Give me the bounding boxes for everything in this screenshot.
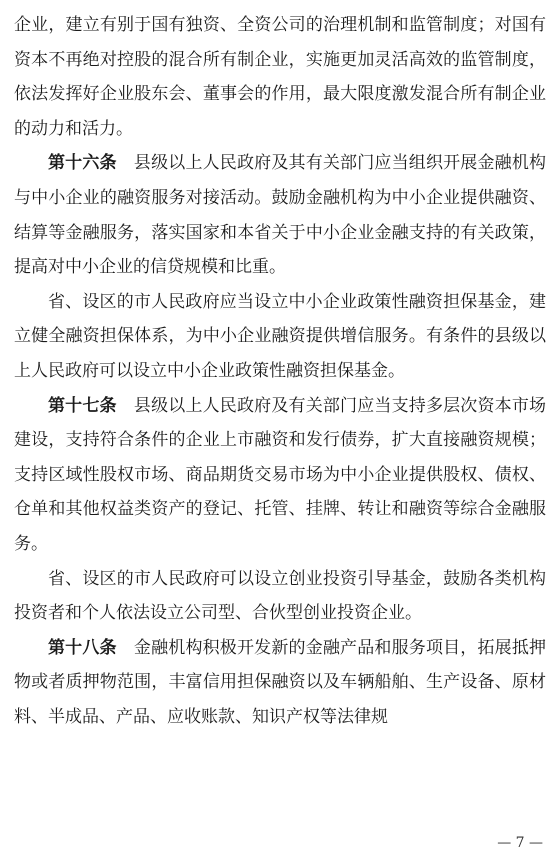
article-17 bbox=[14, 389, 546, 562]
article-16 bbox=[14, 146, 546, 284]
article-18 bbox=[14, 631, 546, 735]
body-text bbox=[14, 8, 546, 734]
article-heading: 第十六条 bbox=[48, 153, 117, 174]
paragraph-text: 企业，建立有别于国有独资、全资公司的治理机制和监管制度；对国有资本不再绝对控股的混合所有制企业，实施更加灵活高效的监管制度，依法发挥好企业股东会、董事会的作用，最大限度激发混合所有制企业的动力和活力。 bbox=[14, 15, 546, 139]
paragraph-text: 县级以上人民政府及有关部门应当支持多层次资本市场建设，支持符合条件的企业上市融资和发行债券，扩大直接融资规模；支持区域性股权市场、商品期货交易市场为中小企业提供股权、债权、仓单和其他权益类资产的登记、托管、挂牌、转让和融资等综合金融服务。 bbox=[14, 395, 547, 554]
paragraph-venture-fund bbox=[14, 562, 546, 631]
paragraph-guarantee-fund bbox=[14, 285, 546, 389]
article-heading: 第十七条 bbox=[48, 395, 117, 416]
paragraph-continuation bbox=[14, 8, 546, 146]
article-heading: 第十八条 bbox=[48, 637, 117, 658]
paragraph-text: 金融机构积极开发新的金融产品和服务项目，拓展抵押物或者质押物范围，丰富信用担保融资以及车辆船舶、生产设备、原材料、半成品、产品、应收账款、知识产权等法律规 bbox=[14, 637, 547, 727]
paragraph-text: 县级以上人民政府及其有关部门应当组织开展金融机构与中小企业的融资服务对接活动。鼓励金融机构为中小企业提供融资、结算等金融服务，落实国家和本省关于中小企业金融支持的有关政策，提高对中小企业的信贷规模和比重。 bbox=[14, 153, 547, 278]
paragraph-text: 省、设区的市人民政府应当设立中小企业政策性融资担保基金，建立健全融资担保体系，为中小企业融资提供增信服务。有条件的县级以上人民政府可以设立中小企业政策性融资担保基金。 bbox=[14, 291, 546, 381]
page-number: — 7 — bbox=[497, 835, 543, 851]
paragraph-text: 省、设区的市人民政府可以设立创业投资引导基金，鼓励各类机构投资者和个人依法设立公司型、合伙型创业投资企业。 bbox=[14, 568, 546, 624]
